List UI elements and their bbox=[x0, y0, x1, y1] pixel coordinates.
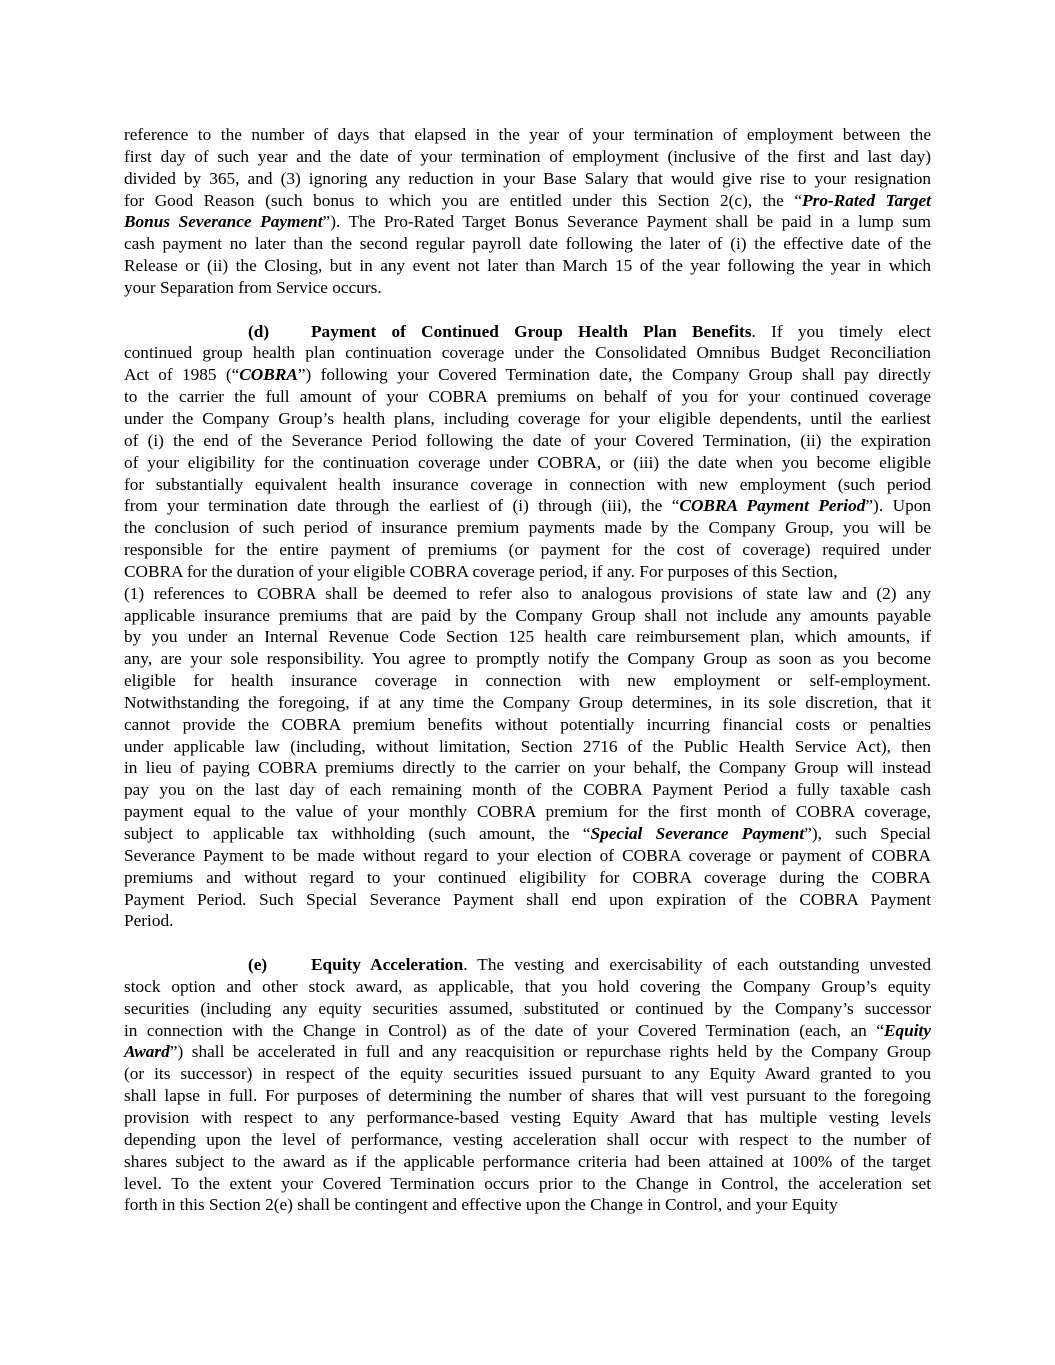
text-line bbox=[124, 495, 931, 517]
text-line: depending upon the level of performance, vesting acceleration shall occur with respect to the number of bbox=[124, 1129, 931, 1149]
text-line: applicable insurance premiums that are paid by the Company Group shall not include any amounts payable bbox=[124, 605, 931, 625]
text-line: for substantially equivalent health insurance coverage in connection with new employment (such period bbox=[124, 474, 931, 494]
text-line: any, are your sole responsibility. You agree to promptly notify the Company Group as soon as you become bbox=[124, 649, 931, 669]
text-run: ”), such Special bbox=[804, 824, 931, 843]
text-line: level. To the extent your Covered Termination occurs prior to the Change in Control, the acceleration set bbox=[124, 1173, 931, 1193]
text-line bbox=[124, 190, 931, 212]
text-line: Notwithstanding the foregoing, if at any time the Company Group determines, in its sole discretion, that it bbox=[124, 692, 931, 712]
text-line: your Separation from Service occurs. bbox=[124, 277, 382, 297]
section-label: (d) bbox=[248, 321, 270, 341]
paragraph-gap bbox=[124, 299, 931, 321]
text-line: divided by 365, and (3) ignoring any reduction in your Base Salary that would give rise to your resignation bbox=[124, 168, 931, 188]
text-run: . The vesting and exercisability of each outstanding unvested bbox=[463, 955, 931, 975]
text-line bbox=[124, 1041, 931, 1063]
text-line: premiums and without regard to your continued eligibility for COBRA coverage during the COBRA bbox=[124, 867, 931, 887]
text-line: Period. bbox=[124, 911, 174, 931]
paragraph-bonus-severance-tail bbox=[124, 124, 931, 299]
section-title: Payment of Continued Group Health Plan Benefits bbox=[311, 321, 752, 341]
defined-term: COBRA bbox=[239, 365, 298, 385]
defined-term: Bonus Severance Payment bbox=[124, 212, 323, 232]
text-line bbox=[124, 364, 931, 386]
text-line: Payment Period. Such Special Severance Payment shall end upon expiration of the COBRA Payment bbox=[124, 889, 931, 909]
text-line: shares subject to the award as if the applicable performance criteria had been attained at 100% of the target bbox=[124, 1151, 931, 1171]
defined-term: Award bbox=[124, 1042, 170, 1062]
text-line: in lieu of paying COBRA premiums directly to the carrier on your behalf, the Company Group will instead bbox=[124, 758, 931, 778]
text-line: (1) references to COBRA shall be deemed to refer also to analogous provisions of state law and (2) any bbox=[124, 583, 931, 603]
text-line: Release or (ii) the Closing, but in any event not later than March 15 of the year following the year in which bbox=[124, 256, 931, 276]
text-line: stock option and other stock award, as applicable, that you hold covering the Company Group’s equity bbox=[124, 976, 931, 996]
section-heading-line bbox=[124, 321, 931, 343]
text-line: pay you on the last day of each remaining month of the COBRA Payment Period a fully taxable cash bbox=[124, 780, 931, 800]
text-line: forth in this Section 2(e) shall be contingent and effective upon the Change in Control, and your Equity bbox=[124, 1195, 838, 1215]
text-run: . If you timely elect bbox=[751, 321, 931, 341]
text-line: payment equal to the value of your monthly COBRA premium for the first month of COBRA coverage, bbox=[124, 802, 931, 822]
text-line: of (i) the end of the Severance Period following the date of your Covered Termination, (ii) the expiration bbox=[124, 430, 931, 450]
text-run: in connection with the Change in Control) as of the date of your Covered Termination (each, an “ bbox=[124, 1020, 884, 1040]
text-line: shall lapse in full. For purposes of determining the number of shares that will vest pursuant to the foregoing bbox=[124, 1086, 931, 1106]
text-run: ”). Upon bbox=[865, 496, 931, 516]
text-line: under applicable law (including, without limitation, Section 2716 of the Public Health Service Act), then bbox=[124, 736, 931, 756]
text-line: securities (including any equity securities assumed, substituted or continued by the Company’s successor bbox=[124, 998, 931, 1018]
section-d bbox=[124, 321, 931, 933]
text-line: eligible for health insurance coverage in connection with new employment or self-employment. bbox=[124, 671, 931, 691]
section-e bbox=[124, 954, 931, 1216]
text-line: responsible for the entire payment of premiums (or payment for the cost of coverage) required under bbox=[124, 540, 931, 560]
section-label: (e) bbox=[248, 955, 268, 975]
text-line: Severance Payment to be made without regard to your election of COBRA coverage or payment of COBRA bbox=[124, 845, 931, 865]
text-run: from your termination date through the earliest of (i) through (iii), the “ bbox=[124, 496, 680, 516]
text-line bbox=[124, 211, 931, 233]
document-page bbox=[124, 124, 931, 1216]
defined-term: Special Severance Payment bbox=[590, 824, 805, 843]
text-line: under the Company Group’s health plans, including coverage for your eligible dependents, until the earliest bbox=[124, 408, 931, 428]
text-line: reference to the number of days that elapsed in the year of your termination of employment between the bbox=[124, 125, 931, 144]
text-line: provision with respect to any performance-based vesting Equity Award that has multiple vesting levels bbox=[124, 1107, 931, 1127]
text-line bbox=[124, 823, 931, 845]
text-line: continued group health plan continuation coverage under the Consolidated Omnibus Budget Reconciliation bbox=[124, 343, 931, 363]
text-line bbox=[124, 1020, 931, 1042]
section-title: Equity Acceleration bbox=[311, 955, 464, 975]
text-run: ”) following your Covered Termination date, the Company Group shall pay directly bbox=[297, 365, 932, 385]
defined-term: Pro-Rated Target bbox=[802, 190, 931, 210]
text-line: (or its successor) in respect of the equity securities issued pursuant to any Equity Award granted to you bbox=[124, 1064, 931, 1084]
text-line: cash payment no later than the second regular payroll date following the later of (i) the effective date of the bbox=[124, 234, 931, 254]
section-heading-line bbox=[124, 954, 931, 976]
text-line: to the carrier the full amount of your COBRA premiums on behalf of you for your continued coverage bbox=[124, 387, 931, 407]
text-run: ”) shall be accelerated in full and any reacquisition or repurchase rights held by the Company Group bbox=[169, 1042, 931, 1062]
text-run: for Good Reason (such bonus to which you are entitled under this Section 2(c), the “ bbox=[124, 190, 803, 210]
text-run: ”). The Pro-Rated Target Bonus Severance Payment shall be paid in a lump sum bbox=[322, 212, 931, 232]
text-line: cannot provide the COBRA premium benefits without potentially incurring financial costs or penalties bbox=[124, 714, 931, 734]
text-line: by you under an Internal Revenue Code Section 125 health care reimbursement plan, which amounts, if bbox=[124, 627, 931, 647]
text-line: of your eligibility for the continuation coverage under COBRA, or (iii) the date when you become eligible bbox=[124, 452, 931, 472]
text-line: first day of such year and the date of your termination of employment (inclusive of the first and last day) bbox=[124, 146, 931, 166]
text-run: Act of 1985 (“ bbox=[124, 365, 240, 385]
paragraph-gap bbox=[124, 932, 931, 954]
defined-term: Equity bbox=[883, 1020, 931, 1040]
text-line: the conclusion of such period of insurance premium payments made by the Company Group, you will be bbox=[124, 518, 931, 538]
text-line: COBRA for the duration of your eligible COBRA coverage period, if any. For purposes of this Section, bbox=[124, 561, 838, 581]
text-run: subject to applicable tax withholding (such amount, the “ bbox=[124, 824, 591, 843]
defined-term: COBRA Payment Period bbox=[679, 496, 866, 516]
